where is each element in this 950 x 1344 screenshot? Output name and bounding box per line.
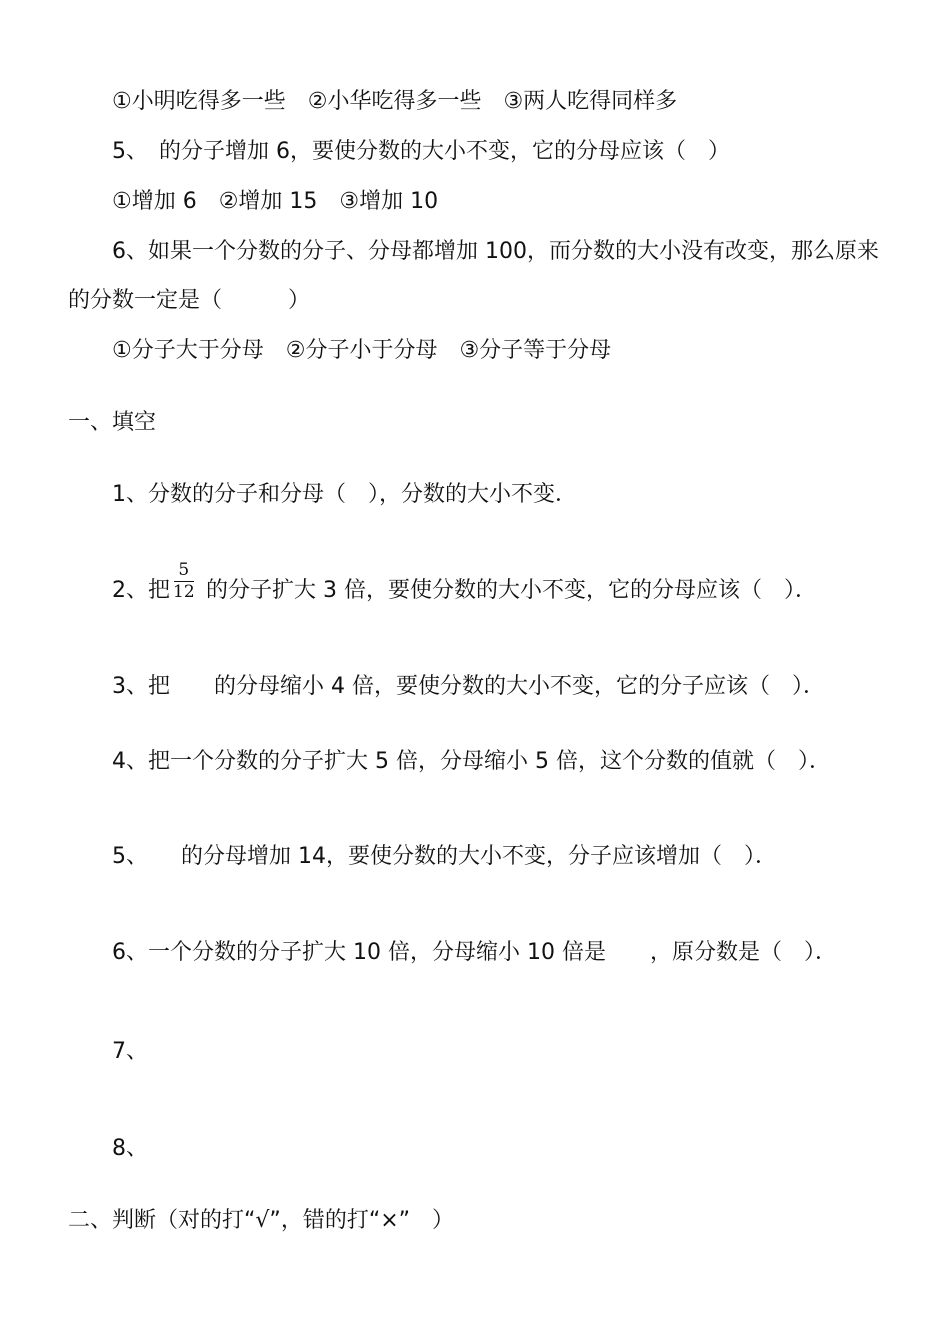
fill-q5: 5、 的分母增加 14，要使分数的大小不变，分子应该增加（ ）． xyxy=(112,844,777,869)
fill-q2-prefix: 2、把 xyxy=(112,578,170,603)
choice-q6-stem-line1: 6、如果一个分数的分子、分母都增加 100，而分数的大小没有改变，那么原来 xyxy=(112,239,879,264)
choice-q4-options: ①小明吃得多一些 ②小华吃得多一些 ③两人吃得同样多 xyxy=(112,89,678,114)
fill-q3: 3、把 的分母缩小 4 倍，要使分数的大小不变，它的分子应该（ ）． xyxy=(112,674,825,699)
choice-q6-stem-line2: 的分数一定是（ ） xyxy=(68,288,311,313)
fill-q6: 6、一个分数的分子扩大 10 倍，分母缩小 10 倍是 ，原分数是（ ）． xyxy=(112,940,837,965)
fill-q1: 1、分数的分子和分母（ ），分数的大小不变． xyxy=(112,482,577,507)
fraction-five-twelfths xyxy=(173,561,195,602)
fraction-denominator: 12 xyxy=(173,582,195,602)
fill-q8: 8、 xyxy=(112,1136,148,1161)
choice-q5-options: ①增加 6 ②增加 15 ③增加 10 xyxy=(112,189,439,214)
fill-q4: 4、把一个分数的分子扩大 5 倍，分母缩小 5 倍，这个分数的值就（ ）． xyxy=(112,749,831,774)
fraction-numerator: 5 xyxy=(178,560,190,580)
choice-q6-options: ①分子大于分母 ②分子小于分母 ③分子等于分母 xyxy=(112,338,612,363)
judge-section-heading: 二、判断（对的打“√”，错的打“×” ） xyxy=(68,1208,455,1233)
fill-section-heading: 一、填空 xyxy=(68,410,157,435)
choice-q5-stem: 5、 的分子增加 6，要使分数的大小不变，它的分母应该（ ） xyxy=(112,139,730,164)
fill-q2-suffix: 的分子扩大 3 倍，要使分数的大小不变，它的分母应该（ ）． xyxy=(206,578,817,603)
fill-q7: 7、 xyxy=(112,1039,148,1064)
